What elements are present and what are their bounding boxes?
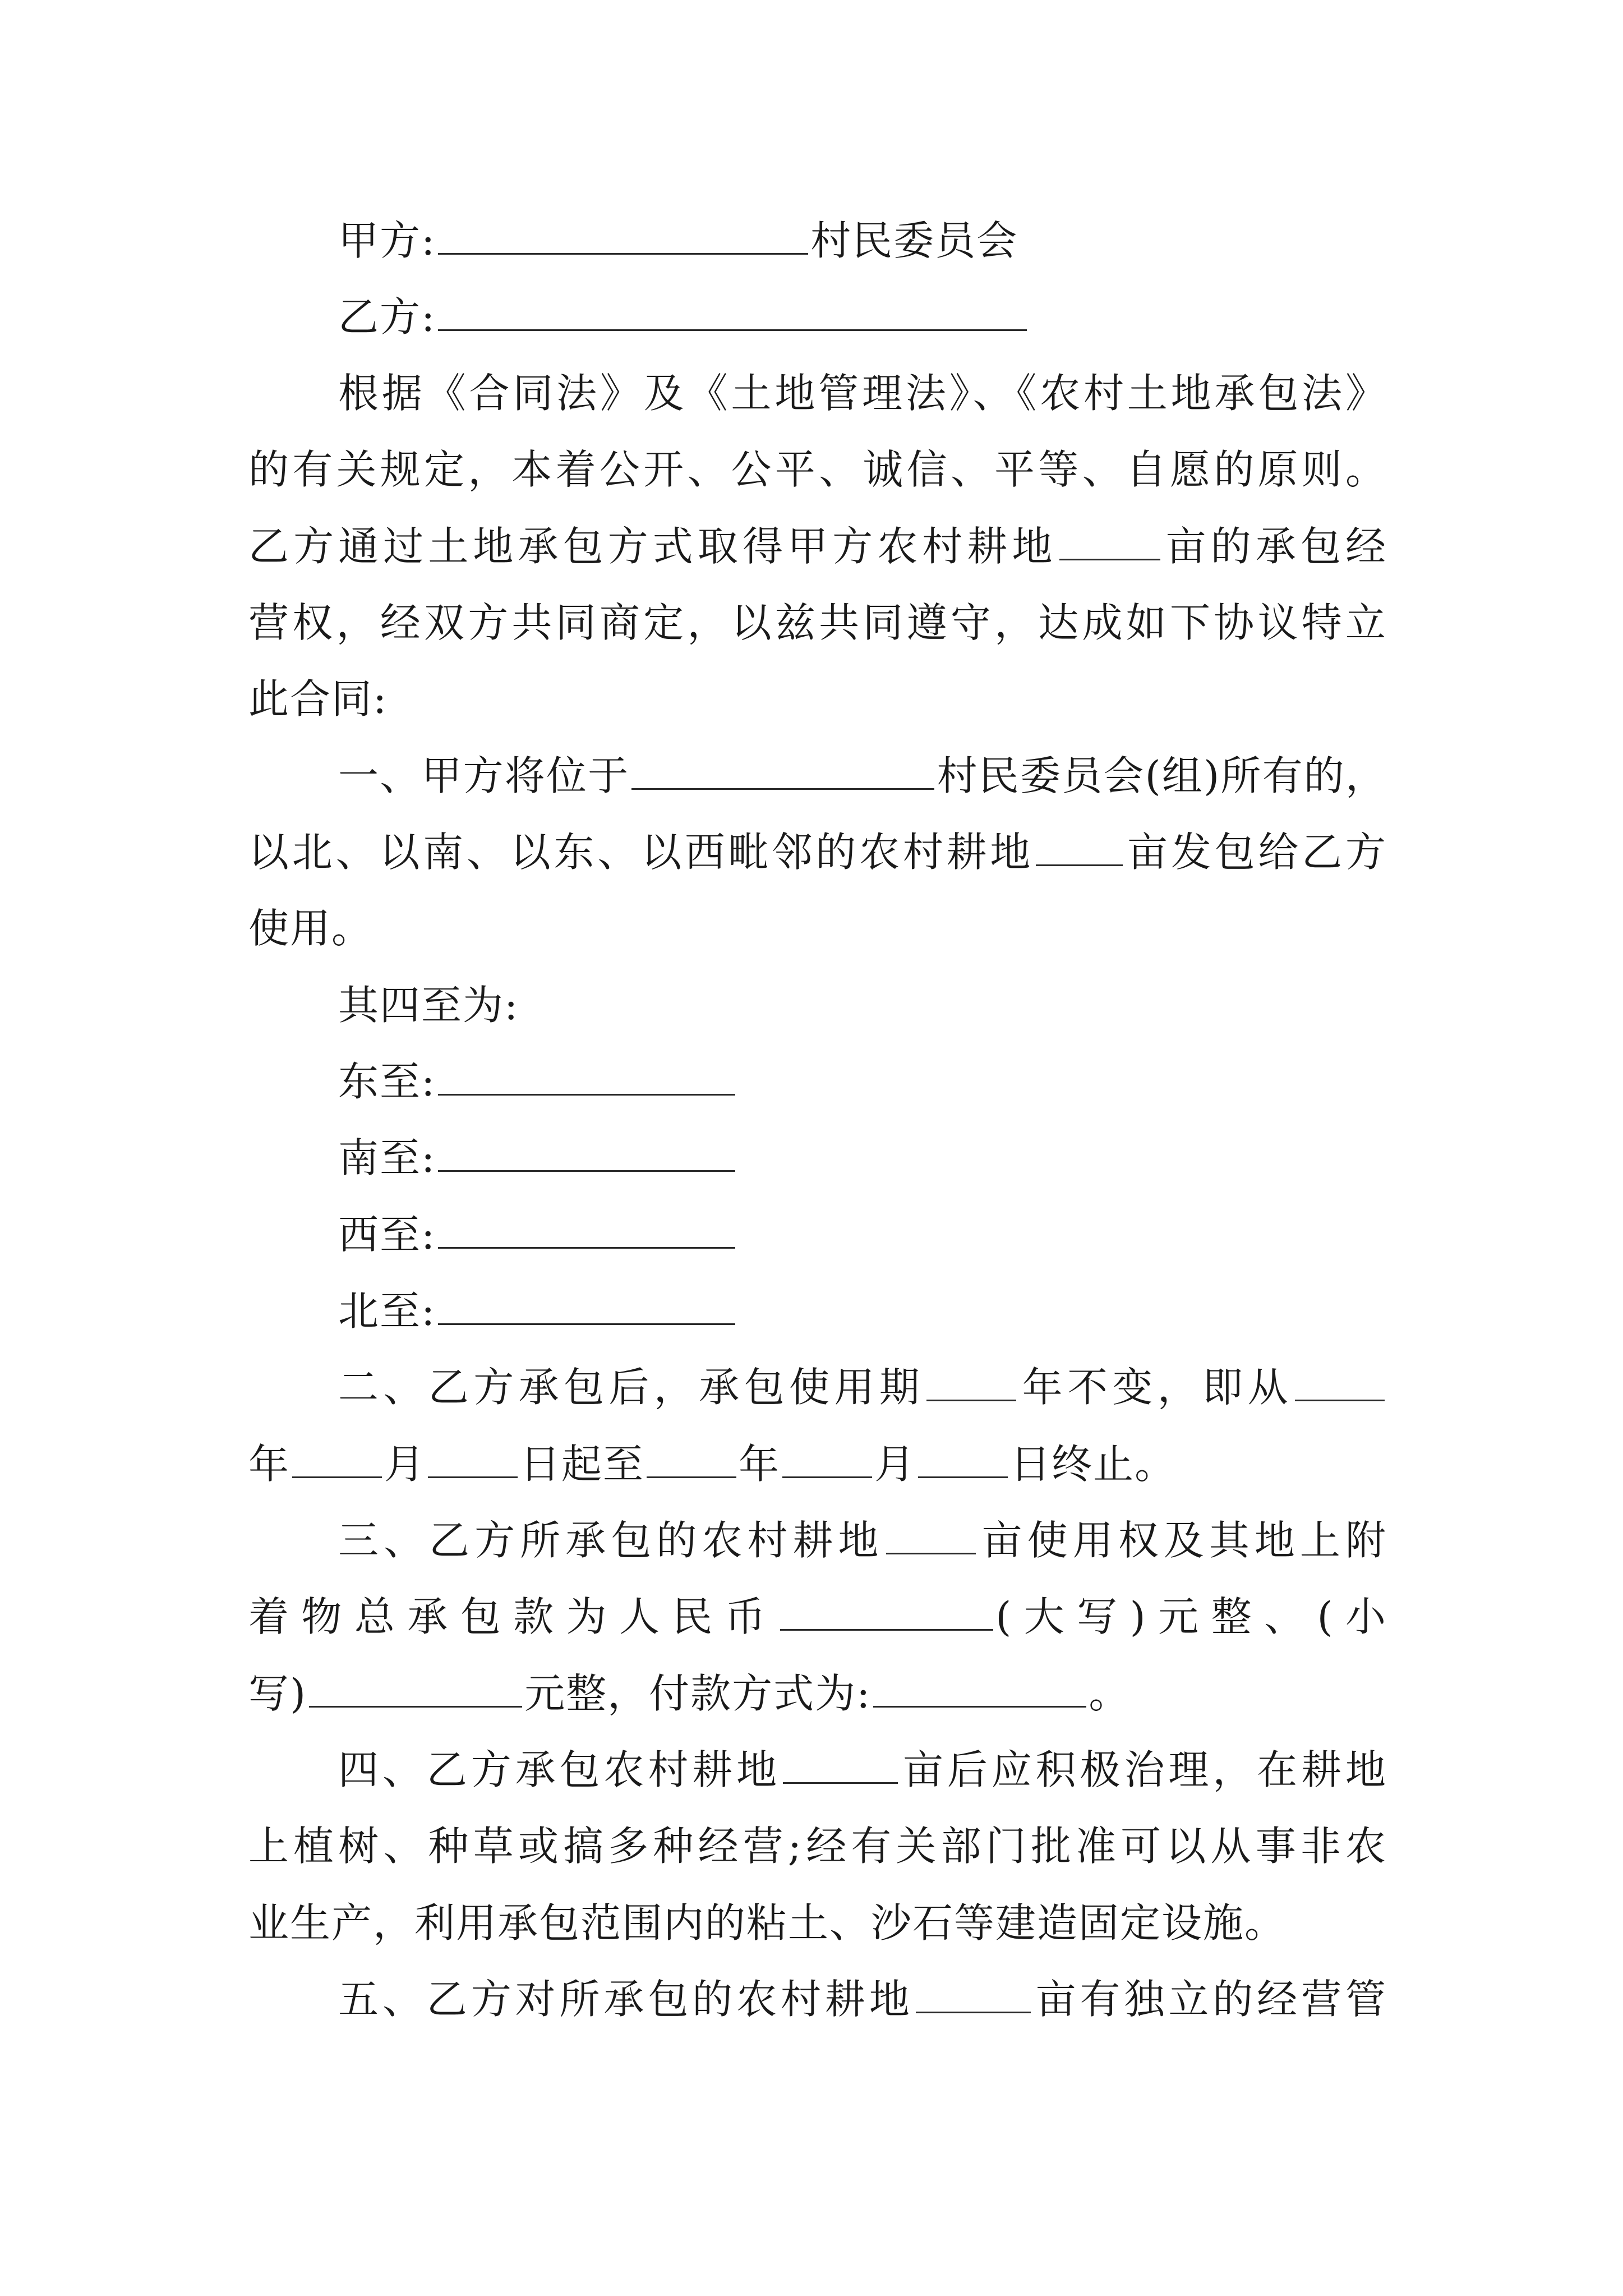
west-line [338, 1209, 1387, 1260]
party-b-label: 乙方: [338, 293, 436, 341]
end-month-blank[interactable] [782, 1442, 872, 1478]
clause-1-c: 以北、以南、以东、以西毗邻的农村耕地 [248, 829, 1034, 876]
start-day-label: 日起至 [520, 1441, 645, 1488]
party-a-line [338, 215, 1387, 266]
clause-3-d: (大写)元整、(小 [995, 1593, 1387, 1640]
start-day-blank[interactable] [428, 1442, 518, 1478]
north-blank[interactable] [438, 1289, 735, 1325]
clause-3-f: 元整，付款方式为: [524, 1670, 872, 1717]
clause-3-e: 写) [248, 1670, 307, 1717]
east-line [338, 1056, 1387, 1107]
party-b-blank[interactable] [438, 295, 1027, 331]
start-month-label: 月 [384, 1441, 426, 1488]
land-area-blank-5[interactable] [916, 1977, 1031, 2013]
south-label: 南至: [338, 1134, 436, 1181]
clause-4-line-1 [338, 1745, 1387, 1795]
intro-line-5: 此合同: [248, 675, 388, 723]
party-a-blank[interactable] [438, 218, 808, 255]
start-year-label: 年 [248, 1441, 291, 1488]
end-month-label: 月 [874, 1441, 916, 1488]
end-day-blank[interactable] [918, 1442, 1008, 1478]
clause-2-line-2 [248, 1439, 1387, 1489]
clause-1-line-3: 使用。 [248, 905, 374, 952]
party-a-suffix: 村民委员会 [810, 217, 1018, 264]
south-blank[interactable] [438, 1135, 735, 1172]
clause-4-a: 四、乙方承包农村耕地 [338, 1746, 781, 1793]
clause-5-b: 亩有独立的经营管 [1032, 1976, 1387, 2023]
start-month-blank[interactable] [292, 1442, 382, 1478]
clause-3-line-2 [248, 1591, 1387, 1642]
clause-1-d: 亩发包给乙方 [1125, 829, 1387, 876]
location-blank[interactable] [631, 753, 934, 790]
intro-line-3-b: 亩的承包经 [1162, 523, 1387, 570]
clause-3-line-3 [248, 1668, 1387, 1719]
end-year-label: 年 [739, 1441, 781, 1488]
clause-4-line-3: 业生产，利用承包范围内的粘土、沙石等建造固定设施。 [248, 1899, 1287, 1947]
clause-1-b: 村民委员会(组)所有的， [937, 752, 1387, 799]
amount-lowercase-blank[interactable] [309, 1671, 522, 1708]
start-year-blank[interactable] [1295, 1365, 1385, 1401]
clause-3-b: 亩使用权及其地上附 [978, 1517, 1387, 1564]
amount-uppercase-blank[interactable] [780, 1594, 993, 1631]
clause-4-b: 亩后应积极治理，在耕地 [900, 1746, 1387, 1793]
south-line [338, 1133, 1387, 1183]
clause-1-a: 一、甲方将位于 [338, 752, 630, 799]
end-year-blank[interactable] [647, 1442, 736, 1478]
intro-line-3-a: 乙方通过土地承包方式取得甲方农村耕地 [248, 523, 1057, 570]
intro-line-2: 的有关规定，本着公开、公平、诚信、平等、自愿的原则。 [248, 446, 1387, 493]
land-area-blank-4[interactable] [783, 1747, 898, 1784]
east-label: 东至: [338, 1058, 436, 1105]
land-area-blank-3[interactable] [886, 1518, 976, 1554]
clause-4-line-2: 上植树、种草或搞多种经营;经有关部门批准可以从事非农 [248, 1823, 1387, 1870]
term-years-blank[interactable] [926, 1365, 1016, 1401]
party-b-line [338, 292, 1387, 342]
west-blank[interactable] [438, 1212, 735, 1249]
intro-line-3 [248, 521, 1387, 572]
clause-1-line-2 [248, 827, 1387, 877]
party-a-label: 甲方: [338, 217, 436, 264]
clause-2-a: 二、乙方承包后，承包使用期 [338, 1364, 925, 1411]
east-blank[interactable] [438, 1059, 735, 1096]
bounds-title: 其四至为: [338, 982, 519, 1029]
payment-method-blank[interactable] [873, 1671, 1086, 1708]
clause-3-line-1 [338, 1515, 1387, 1566]
west-label: 西至: [338, 1211, 436, 1258]
land-area-blank-2[interactable] [1036, 830, 1123, 866]
intro-line-4: 营权，经双方共同商定，以兹共同遵守，达成如下协议特立 [248, 599, 1387, 646]
clause-1-line-1 [338, 751, 1387, 801]
clause-5-a: 五、乙方对所承包的农村耕地 [338, 1976, 914, 2023]
land-area-blank-1[interactable] [1059, 524, 1160, 560]
north-label: 北至: [338, 1287, 436, 1335]
clause-3-c: 着物总承包款为人民币 [248, 1593, 778, 1640]
clause-5-line-1 [338, 1974, 1387, 2024]
clause-3-a: 三、乙方所承包的农村耕地 [338, 1517, 884, 1564]
end-day-label: 日终止。 [1010, 1441, 1177, 1488]
clause-2-b: 年不变，即从 [1018, 1364, 1293, 1411]
intro-line-1: 根据《合同法》及《土地管理法》、《农村土地承包法》 [338, 370, 1387, 417]
north-line [338, 1286, 1387, 1336]
clause-2-line-1 [338, 1362, 1387, 1412]
clause-3-g: 。 [1089, 1670, 1131, 1717]
